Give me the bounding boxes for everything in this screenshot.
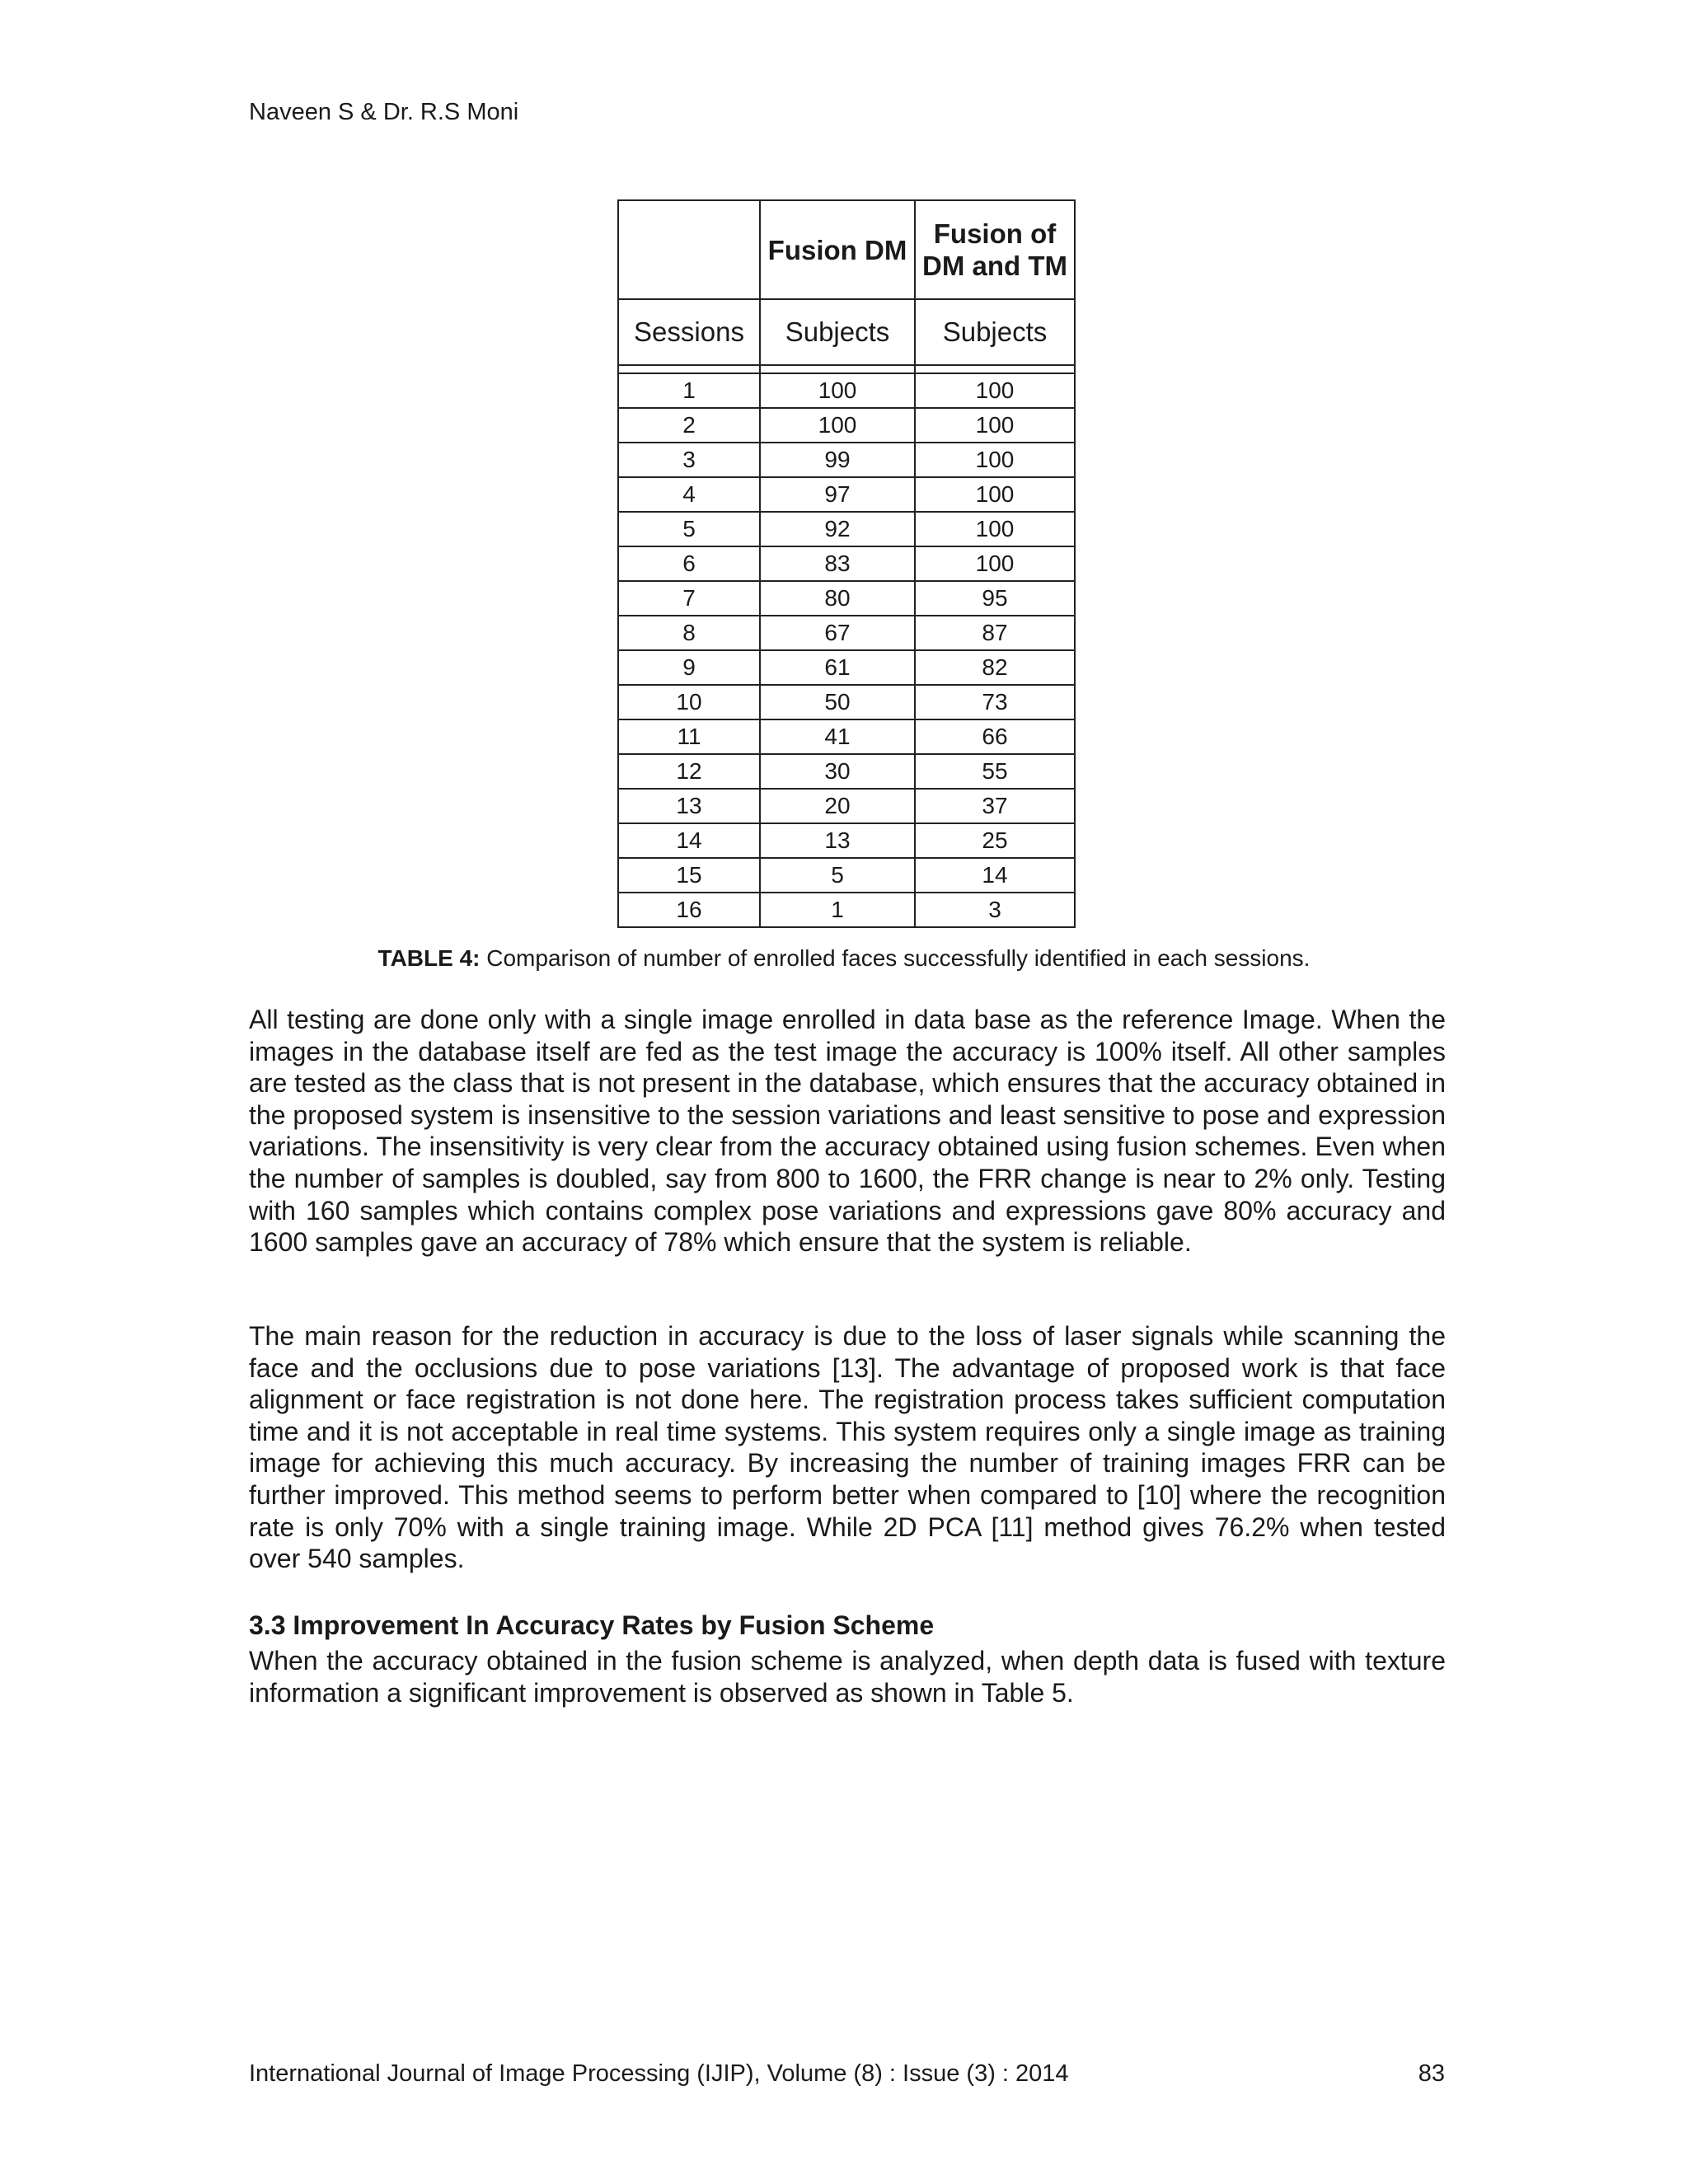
table-cell: 100	[915, 443, 1075, 477]
table-cell: 9	[618, 650, 760, 685]
table-cell: 55	[915, 754, 1075, 789]
subheader-cell: Subjects	[760, 299, 915, 365]
table-cell: 100	[760, 408, 915, 443]
table-cell: 97	[760, 477, 915, 512]
subheader-cell: Sessions	[618, 299, 760, 365]
table-cell: 16	[618, 893, 760, 927]
table-row	[618, 616, 1075, 650]
table-cell: 10	[618, 685, 760, 719]
table-row	[618, 893, 1075, 927]
paragraph-3: When the accuracy obtained in the fusion scheme is analyzed, when depth data is fused with texture information a significant improvement is observed as shown in Table 5.	[249, 1646, 1446, 1708]
table-cell: 100	[760, 373, 915, 408]
table-cell: 13	[760, 823, 915, 858]
table-cell: 15	[618, 858, 760, 893]
table-cell: 12	[618, 754, 760, 789]
paragraph-2: The main reason for the reduction in accuracy is due to the loss of laser signals while scanning the face and the occlusions due to pose variations [13]. The advantage of proposed work is that face alignment or face registration is not done here. The registration process takes sufficient computation time and it is not acceptable in real time systems. This system requires only a single image as training image for achieving this much accuracy. By increasing the number of training images FRR can be further improved. This method seems to perform better when compared to [10] where the recognition rate is only 70% with a single training image. While 2D PCA [11] method gives 76.2% when tested over 540 samples.	[249, 1321, 1446, 1574]
table-cell: 100	[915, 512, 1075, 546]
table-header-row	[618, 200, 1075, 299]
table-cell: 50	[760, 685, 915, 719]
table-cell: 14	[618, 823, 760, 858]
table-row	[618, 581, 1075, 616]
table-row	[618, 823, 1075, 858]
running-head: Naveen S & Dr. R.S Moni	[249, 99, 519, 125]
table-cell: 25	[915, 823, 1075, 858]
caption-label: TABLE 4:	[377, 945, 481, 971]
table-cell: 8	[618, 616, 760, 650]
footer-journal: International Journal of Image Processing (IJIP), Volume (8) : Issue (3) : 2014	[249, 2060, 1069, 2087]
table-spacer-row	[618, 365, 1075, 373]
table-cell: 2	[618, 408, 760, 443]
table-cell: 83	[760, 546, 915, 581]
table-cell: 66	[915, 719, 1075, 754]
table-cell: 67	[760, 616, 915, 650]
table-cell: 100	[915, 373, 1075, 408]
table-cell: 80	[760, 581, 915, 616]
table-cell: 99	[760, 443, 915, 477]
table-cell: 5	[618, 512, 760, 546]
table-row	[618, 373, 1075, 408]
table-cell: 14	[915, 858, 1075, 893]
table-cell: 6	[618, 546, 760, 581]
table-cell: 13	[618, 789, 760, 823]
table-row	[618, 546, 1075, 581]
table-cell: 4	[618, 477, 760, 512]
table-cell: 20	[760, 789, 915, 823]
table-row	[618, 443, 1075, 477]
subheader-cell: Subjects	[915, 299, 1075, 365]
table-cell: 5	[760, 858, 915, 893]
table-cell: 1	[760, 893, 915, 927]
results-table	[617, 199, 1076, 928]
page-number: 83	[1418, 2060, 1445, 2087]
table-row	[618, 477, 1075, 512]
table-cell: 41	[760, 719, 915, 754]
table-cell: 87	[915, 616, 1075, 650]
table-row	[618, 754, 1075, 789]
table-cell: 82	[915, 650, 1075, 685]
table-cell: 100	[915, 546, 1075, 581]
table-cell: 100	[915, 408, 1075, 443]
table-row	[618, 858, 1075, 893]
table-row	[618, 650, 1075, 685]
header-cell: Fusion DM	[760, 200, 915, 299]
header-cell	[618, 200, 760, 299]
table-cell: 3	[618, 443, 760, 477]
header-cell: Fusion of DM and TM	[915, 200, 1075, 299]
table-row	[618, 408, 1075, 443]
table-cell: 37	[915, 789, 1075, 823]
table-cell: 73	[915, 685, 1075, 719]
table-cell: 100	[915, 477, 1075, 512]
table-cell: 7	[618, 581, 760, 616]
paragraph-1: All testing are done only with a single image enrolled in data base as the reference Image. When the images in the database itself are fed as the test image the accuracy is 100% itself. All other samples are tested as the class that is not present in the database, which ensures that the accuracy obtained in the proposed system is insensitive to the session variations and least sensitive to pose and expression variations. The insensitivity is very clear from the accuracy obtained using fusion schemes. Even when the number of samples is doubled, say from 800 to 1600, the FRR change is near to 2% only. Testing with 160 samples which contains complex pose variations and expressions gave 80% accuracy and 1600 samples gave an accuracy of 78% which ensure that the system is reliable.	[249, 1005, 1446, 1258]
table-cell: 95	[915, 581, 1075, 616]
table-caption	[0, 945, 1688, 972]
section-heading: 3.3 Improvement In Accuracy Rates by Fusion Scheme	[249, 1610, 935, 1640]
table-cell: 1	[618, 373, 760, 408]
table-subheader-row	[618, 299, 1075, 365]
table-cell: 61	[760, 650, 915, 685]
caption-text: Comparison of number of enrolled faces successfully identified in each sessions.	[480, 945, 1311, 971]
table-cell: 92	[760, 512, 915, 546]
table-row	[618, 685, 1075, 719]
table-row	[618, 719, 1075, 754]
table-cell: 11	[618, 719, 760, 754]
table-row	[618, 512, 1075, 546]
table-cell: 3	[915, 893, 1075, 927]
table-row	[618, 789, 1075, 823]
table-cell: 30	[760, 754, 915, 789]
